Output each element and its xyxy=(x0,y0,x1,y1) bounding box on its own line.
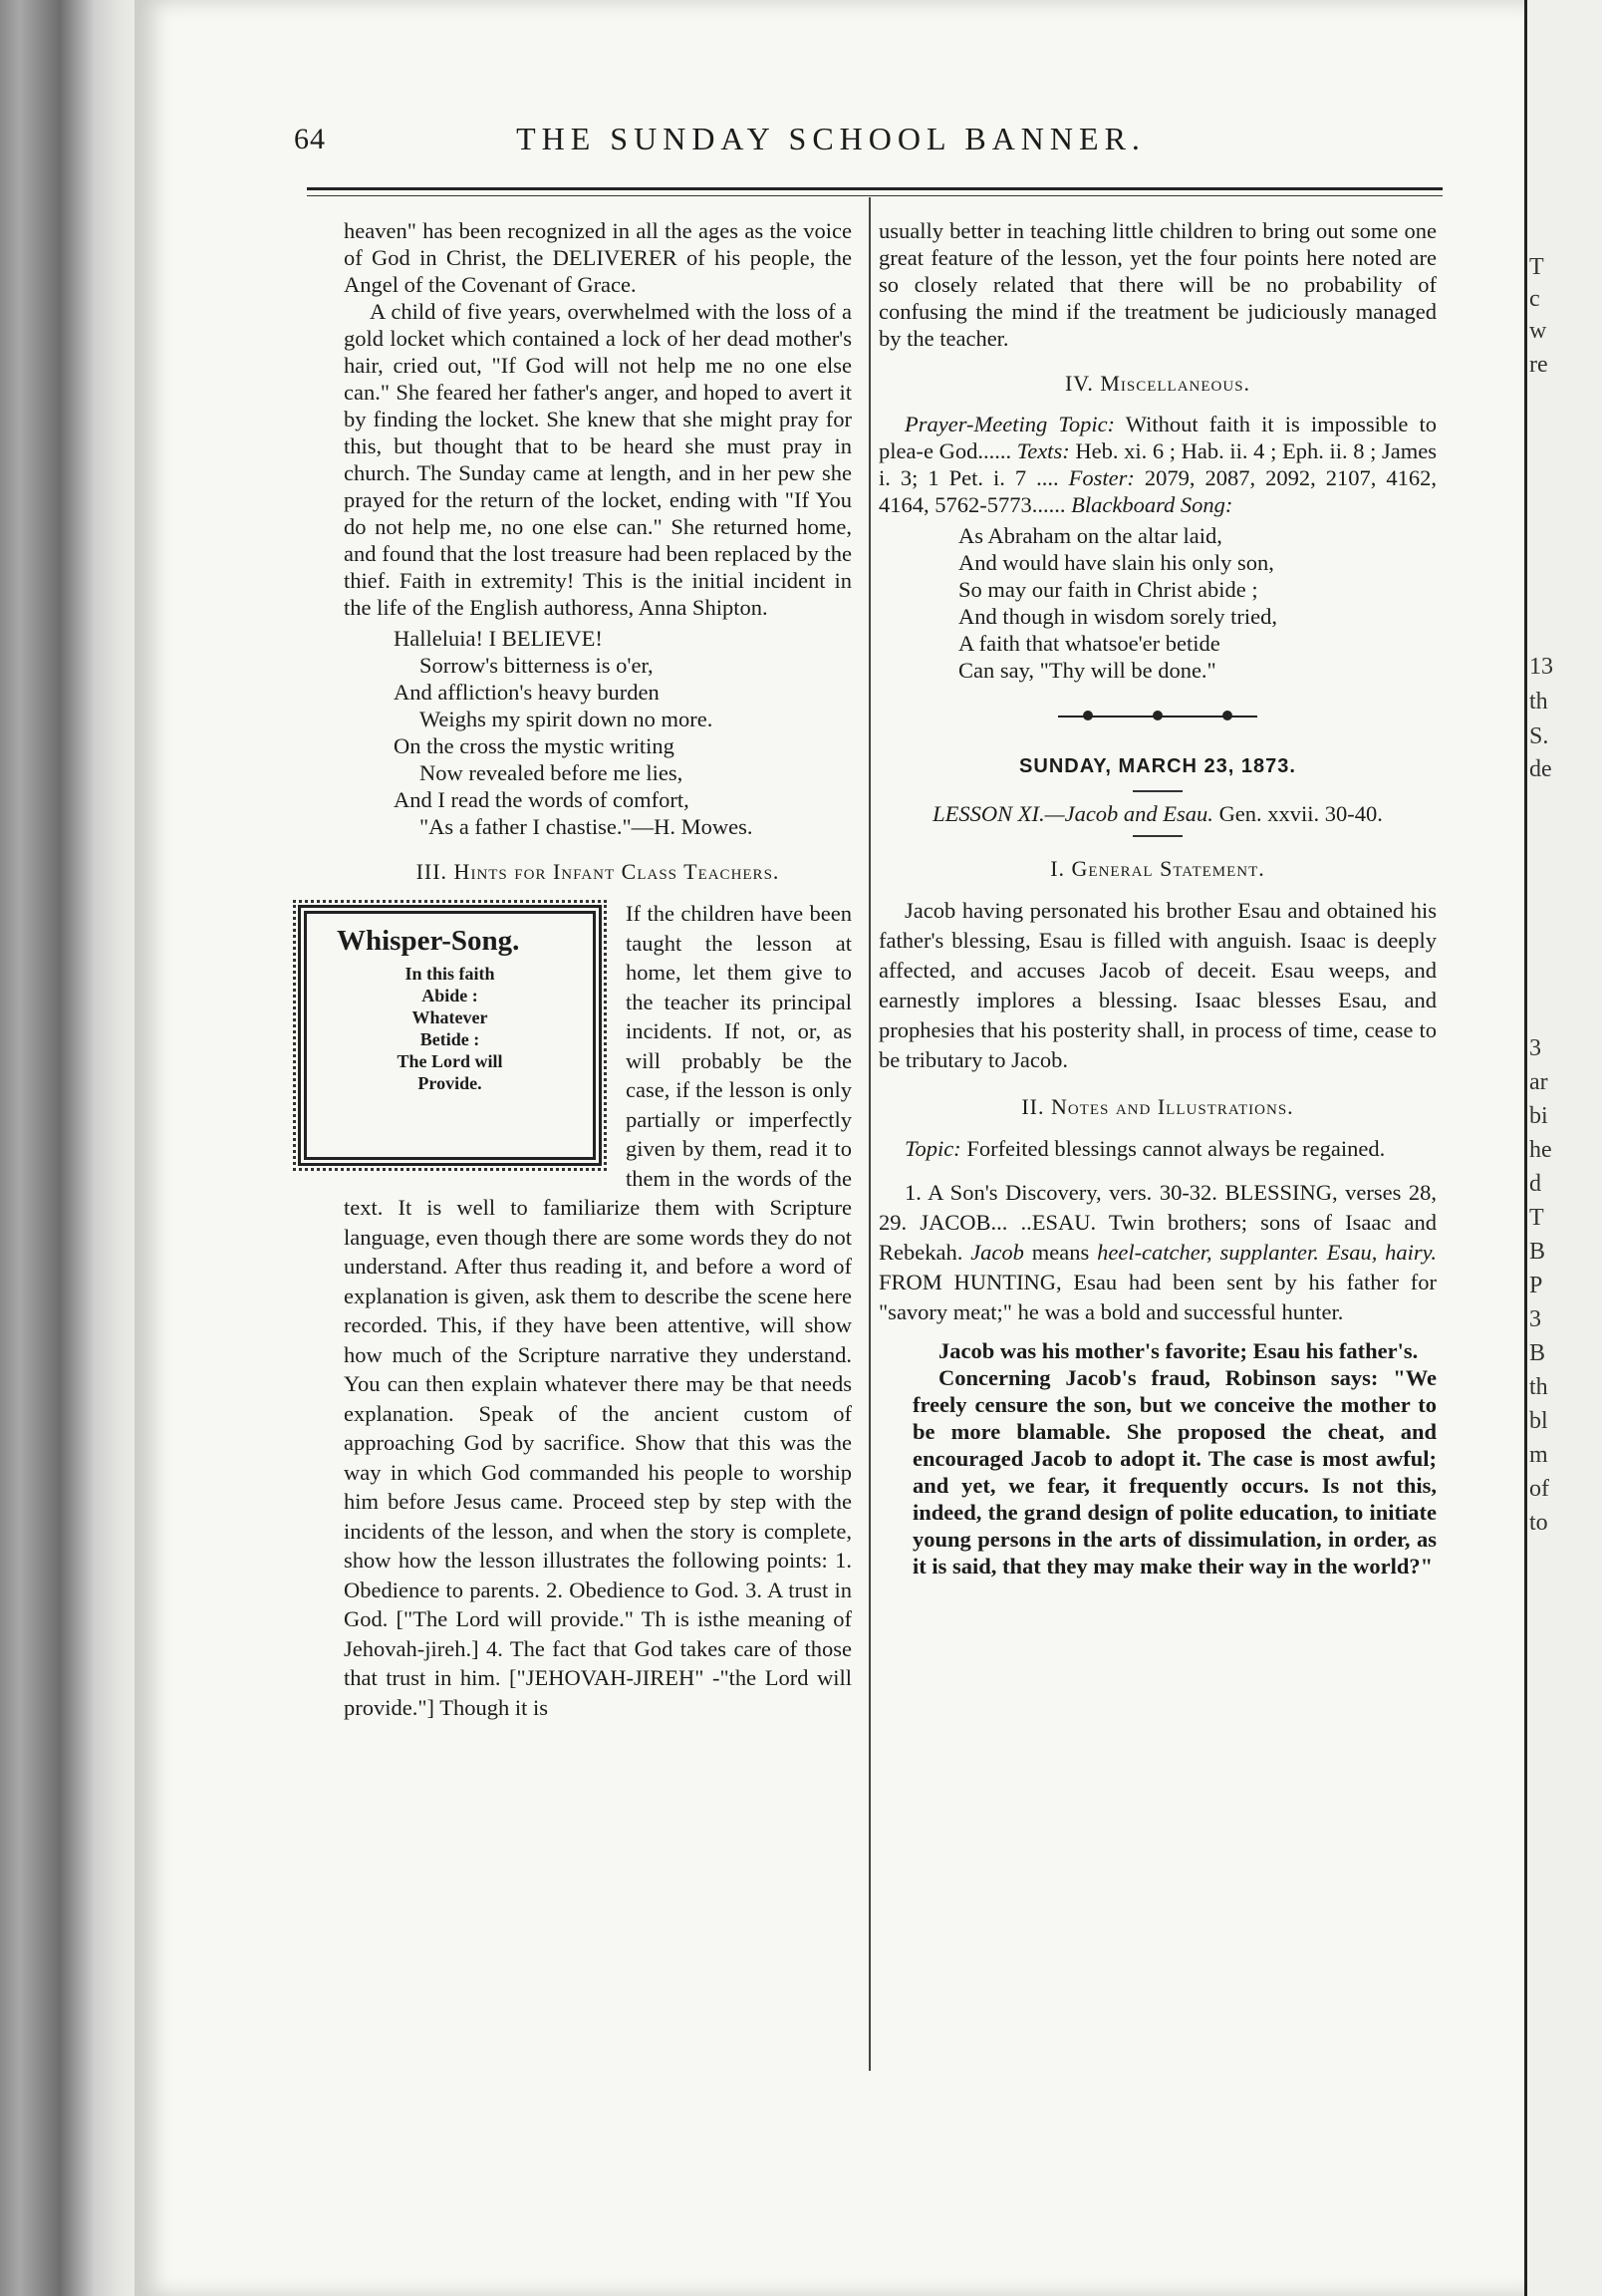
next-page-fragment: th xyxy=(1529,689,1548,715)
book-binding xyxy=(0,0,149,2296)
next-page-fragment: ar xyxy=(1529,1069,1548,1095)
next-page-fragment: bl xyxy=(1529,1408,1548,1434)
next-page-fragment: de xyxy=(1529,756,1552,782)
next-page-fragment: T xyxy=(1529,254,1544,280)
short-rule xyxy=(1133,835,1183,837)
poem-halleluia xyxy=(394,625,852,840)
prayer-topic-label: Prayer-Meeting Topic: xyxy=(905,412,1116,436)
poem-line: Halleluia! I BELIEVE! xyxy=(394,626,603,651)
paragraph-locket-story: A child of five years, overwhelmed with the loss of a gold locket which contained a lock of her dead mother's hair, cried out, "If God will not help me no one else can." She feared her father's anger, and hoped to avert it by finding the locket. She knew that she might pray for this, but thought that to be heard she must pray in church. The Sunday came at length, and in her pew she prayed for the return of the locket, ending with "If You do not help me, no one else can." She returned home, and found that the lost treasure had been replaced by the thief. Faith in extremity! This is the initial incident in the life of the English authoress, Anna Shipton. xyxy=(344,299,852,620)
whisper-line: Betide : xyxy=(419,1029,480,1049)
next-page-fragment: to xyxy=(1529,1510,1548,1536)
whisper-line: The Lord will xyxy=(397,1051,503,1071)
next-page-fragment: w xyxy=(1529,318,1547,344)
texts-text: Heb. xi. 6 ; Hab. ii. 4 ; Eph. ii. 8 ; James i. 3; 1 Pet. i. 7 .... xyxy=(879,438,1438,490)
adjacent-page-edge xyxy=(1524,0,1602,2296)
song-line: So may our faith in Christ abide ; xyxy=(958,577,1258,602)
running-title: THE SUNDAY SCHOOL BANNER. xyxy=(516,121,1146,156)
texts-label: Texts: xyxy=(1016,438,1070,463)
paragraph-infant-class-hints: If the children have been taught the lesson at home, let them give to the teacher its principal incidents. If not, or, as will probably be the case, if the lesson is only partially or imperfectly given by them, read it to them in the words of the text. It is well to familiarize them with Scripture language, even though there are some words they do not understand. After thus reading it, and before a word of explanation is given, ask them to describe the scene here recorded. This, if they have been attentive, will show how much of the Scripture narrative they understand. You can then explain whatever there may be that needs explanation. Speak of the ancient custom of approaching God by sacrifice. Show that this was the way in which God commanded his people to worship him before Jesus came. Proceed step by step with the incidents of the lesson, and when the story is complete, show how the lesson illustrates the following points: 1. Obedience to parents. 2. Obedience to God. 3. A trust in God. ["The Lord will provide." Th is isthe meaning of Jehovah-jireh.] 4. The fact that God takes care of those that trust in him. ["JEHOVAH-JIREH" -"the Lord will provide."] Though it is xyxy=(344,901,852,1720)
foster-text: 2079, 2087, 2092, 2107, 4162, 4164, 5762-5773...... xyxy=(879,465,1437,517)
next-page-fragment: d xyxy=(1529,1171,1541,1197)
next-page-fragment: 3 xyxy=(1529,1035,1541,1061)
poem-line: On the cross the mystic writing xyxy=(394,733,674,758)
song-line: And would have slain his only son, xyxy=(958,550,1274,575)
song-line: As Abraham on the altar laid, xyxy=(958,523,1222,548)
paragraph-mothers-favorite: Jacob was his mother's favorite; Esau his father's. xyxy=(938,1338,1419,1363)
short-rule xyxy=(1133,790,1183,792)
paragraph-prayer-meeting xyxy=(879,411,1437,518)
paragraph-deliverer: heaven" has been recognized in all the ages as the voice of God in Christ, the DELIVERER of his people, the Angel of the Covenant of Grace. xyxy=(344,218,852,297)
right-column xyxy=(879,217,1437,1579)
poem-line: Weighs my spirit down no more. xyxy=(419,707,713,731)
robinson-note xyxy=(913,1337,1437,1579)
poem-line: And I read the words of comfort, xyxy=(394,787,689,812)
lesson-reference: Gen. xxvii. 30-40. xyxy=(1218,801,1383,826)
blackboard-label: Blackboard Song: xyxy=(1071,492,1233,517)
poem-line: And affliction's heavy burden xyxy=(394,680,660,705)
poem-line: Now revealed before me lies, xyxy=(419,760,683,785)
next-page-fragment: S. xyxy=(1529,723,1549,749)
note-jacob: Jacob xyxy=(970,1240,1024,1265)
column-divider xyxy=(869,197,871,2071)
topic-text: Forfeited blessings cannot always be regained. xyxy=(966,1136,1386,1161)
ornament-dot xyxy=(1222,711,1232,720)
paragraph-sons-discovery xyxy=(879,1178,1437,1327)
section-heading-notes: II. Notes and Illustrations. xyxy=(1021,1094,1294,1119)
paragraph-topic xyxy=(879,1134,1437,1164)
next-page-fragment: 13 xyxy=(1529,654,1553,680)
lesson-date: SUNDAY, MARCH 23, 1873. xyxy=(1019,755,1296,777)
next-page-fragment: of xyxy=(1529,1476,1549,1502)
paragraph-teaching-points: usually better in teaching little children to bring out some one great feature of the lesson, yet the four points here noted are so closely related that there will be no probability of confusing the mind if the treatment be judiciously managed by the teacher. xyxy=(879,218,1437,351)
whisper-song-title: Whisper-Song. xyxy=(337,925,520,957)
whisper-line: In this faith xyxy=(404,964,495,984)
whisper-line: Abide : xyxy=(421,986,478,1005)
section-heading-general-statement: I. General Statement. xyxy=(1050,856,1265,881)
header-rule xyxy=(307,187,1443,196)
prayer-topic-text: Without faith it is impossible to plea-e God...... xyxy=(879,412,1438,463)
next-page-fragment: he xyxy=(1529,1137,1552,1163)
song-line: A faith that whatsoe'er betide xyxy=(958,631,1220,656)
note-hunting: FROM HUNTING, Esau had been sent by his father for "savory meat;" he was a bold and successful hunter. xyxy=(879,1270,1437,1324)
lesson-title-line xyxy=(879,800,1437,827)
note-meanings: heel-catcher, supplanter. Esau, hairy. xyxy=(1097,1240,1438,1265)
poem-line: "As a father I chastise."—H. Mowes. xyxy=(419,814,753,839)
next-page-fragment: bi xyxy=(1529,1103,1548,1129)
ornamental-divider xyxy=(879,706,1437,725)
whisper-line: Provide. xyxy=(417,1073,482,1093)
next-page-fragment: 3 xyxy=(1529,1306,1541,1332)
page-number: 64 xyxy=(294,123,326,155)
section-heading-infant-class: III. Hints for Infant Class Teachers. xyxy=(415,859,780,884)
whisper-song-box xyxy=(298,905,602,1166)
lesson-title: LESSON XI.—Jacob and Esau. xyxy=(933,801,1213,826)
song-line: Can say, "Thy will be done." xyxy=(958,658,1216,683)
next-page-fragment: re xyxy=(1529,352,1548,378)
foster-label: Foster: xyxy=(1068,465,1135,490)
whisper-line: Whatever xyxy=(411,1007,488,1027)
topic-label: Topic: xyxy=(905,1136,961,1161)
ornament-dot xyxy=(1083,711,1093,720)
next-page-fragment: th xyxy=(1529,1374,1548,1400)
paragraph-general-statement: Jacob having personated his brother Esau and obtained his father's blessing, Esau is filled with anguish. Isaac is deeply affected, and accuses Jacob of deceit. Esau weeps, and earnestly implores a blessing. Isaac blesses Esau, and prophesies that his posterity shall, in process of time, cease to be tributary to Jacob. xyxy=(879,898,1437,1072)
next-page-fragment: T xyxy=(1529,1205,1544,1231)
ornament-dot xyxy=(1153,711,1163,720)
next-page-fragment: m xyxy=(1529,1442,1548,1468)
poem-line: Sorrow's bitterness is o'er, xyxy=(419,653,654,678)
note-discovery-text: 1. A Son's Discovery, vers. 30-32. BLESSING, verses 28, 29. JACOB... ..ESAU. Twin brothers; sons of Isaac and Rebekah. xyxy=(879,1180,1437,1265)
note-means: means xyxy=(1031,1240,1090,1265)
paragraph-robinson-quote: Concerning Jacob's fraud, Robinson says: "We freely censure the son, but we conceive the mother to be more blamable. She proposed the cheat, and encouraged Jacob to adopt it. The case is most awful; and yet, we fear, it frequently occurs. Is not this, indeed, the grand design of polite education, to initiate young persons in the arts of dissimulation, in order, as it is said, that they may make their way in the world?" xyxy=(913,1365,1437,1578)
next-page-fragment: P xyxy=(1529,1273,1543,1298)
section-heading-miscellaneous: IV. Miscellaneous. xyxy=(1064,371,1251,396)
left-column xyxy=(337,217,852,1722)
song-line: And though in wisdom sorely tried, xyxy=(958,604,1277,629)
next-page-fragment: c xyxy=(1529,286,1540,312)
blackboard-song xyxy=(958,522,1437,684)
next-page-fragment: B xyxy=(1529,1239,1546,1265)
next-page-fragment: B xyxy=(1529,1340,1546,1366)
